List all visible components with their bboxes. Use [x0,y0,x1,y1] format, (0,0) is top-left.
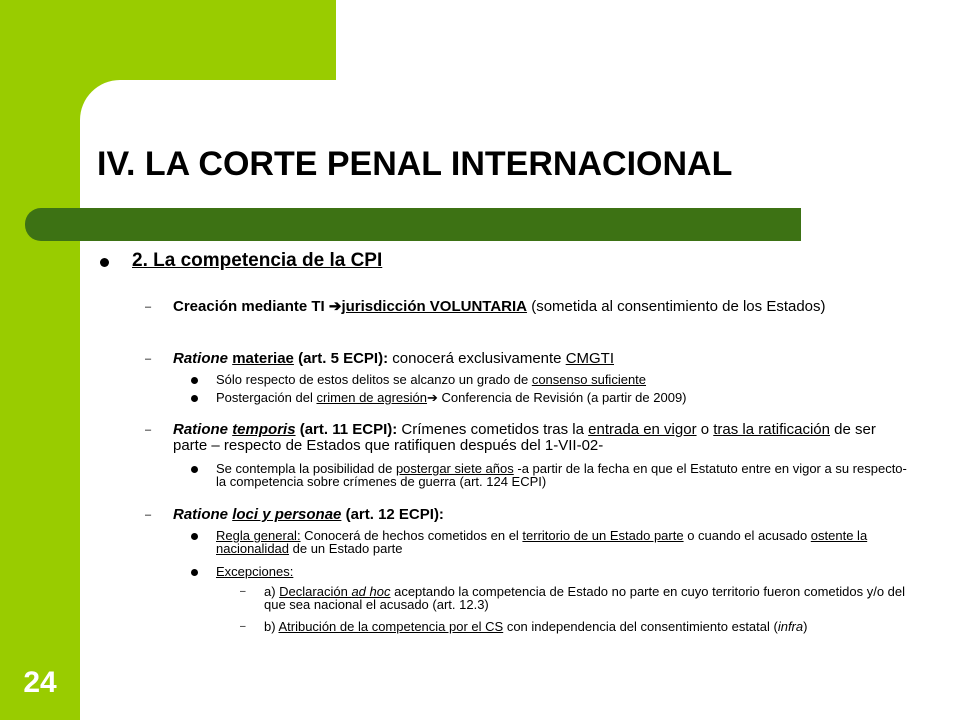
arrow-icon: ➔ [328,298,342,315]
item-text [173,351,903,367]
item-text [173,507,903,523]
top-decorative-block [80,0,336,80]
item-text [264,620,924,633]
text-run: b) [264,619,279,634]
text-run: entrada en vigor [588,421,697,438]
slide-title: IV. LA CORTE PENAL INTERNACIONAL [97,145,733,183]
text-run: Ratione [173,350,233,367]
text-run: infra [777,619,804,634]
text-run: Atribución de la competencia por el CS [278,619,504,634]
text-run: CMGTI [565,350,615,367]
dash-marker: – [145,301,152,313]
text-run: Creación mediante TI [173,298,329,315]
bullet-dot [191,533,198,540]
text-run: loci y personae [232,506,342,523]
left-decorative-bar [0,0,80,720]
text-run: de ser parte – respecto de Estados que ratifiquen después del 1-VII-02- [173,421,876,454]
text-run: Ratione [173,506,233,523]
text-run: Excepciones: [216,564,294,579]
bullet-dot [191,395,198,402]
text-run: con independencia del consentimiento estatal ( [503,619,778,634]
text-run: (art. 5 ECPI): [293,350,389,367]
dash-marker: – [240,621,246,632]
text-run: (art. 12 ECPI): [341,506,444,523]
item-text [216,529,916,555]
text-run: Se contempla la posibilidad de [216,461,396,476]
text-run: o cuando el acusado [683,528,811,543]
bullet-dot [191,569,198,576]
text-run: jurisdicción VOLUNTARIA [341,298,528,315]
text-run: materiae [232,350,294,367]
bullet-dot [100,258,109,267]
text-run: postergar siete años [395,461,514,476]
text-run: temporis [232,421,296,438]
title-underline-strip [25,208,801,241]
text-run: de un Estado parte [289,541,403,556]
text-run: Sólo respecto de estos delitos se alcanzo un grado de [216,372,532,387]
item-text [216,462,916,488]
text-run: aceptando la competencia de Estado no parte en cuyo territorio fueron cometidos y/o del que sea nacional el acusado (art. 12.3) [264,584,906,612]
text-run: (sometida al consentimiento de los Estados) [527,298,826,315]
dash-marker: – [145,424,152,436]
text-run: -a partir de la fecha en que el Estatuto entre en vigor a su respecto- la competencia sobre crímenes de guerra (art. 124 ECPI) [216,461,907,489]
arrow-icon: ➔ [427,390,438,405]
text-run: Regla general: [216,528,301,543]
text-run: tras la ratificación [713,421,830,438]
text-run: Conferencia de Revisión (a partir de 2009) [437,390,687,405]
text-run: (art. 11 ECPI): [295,421,398,438]
text-run: o [696,421,714,438]
bullet-dot [191,377,198,384]
item-text [216,565,916,578]
page-number: 24 [23,666,57,699]
text-run: ad hoc [351,584,391,599]
text-run: crimen de agresión [316,390,428,405]
corner-curve [80,80,120,120]
item-text [173,299,903,315]
bullet-dot [191,466,198,473]
text-run: a) [264,584,280,599]
text-run: Crímenes cometidos tras la [397,421,589,438]
item-text [173,422,903,454]
dash-marker: – [145,509,152,521]
text-run: conocerá exclusivamente [388,350,566,367]
item-text [216,373,916,386]
text-run: ostente la nacionalidad [216,528,868,556]
text-run: Conocerá de hechos cometidos en el [300,528,523,543]
item-text [216,391,916,404]
text-run: territorio de un Estado parte [522,528,684,543]
text-run: Ratione [173,421,233,438]
text-run: ) [803,619,808,634]
dash-marker: – [145,353,152,365]
text-run: consenso suficiente [531,372,647,387]
dash-marker: – [240,586,246,597]
text-run: Postergación del [216,390,317,405]
text-run: Declaración [279,584,352,599]
section-heading: 2. La competencia de la CPI [132,250,383,271]
item-text [264,585,924,611]
